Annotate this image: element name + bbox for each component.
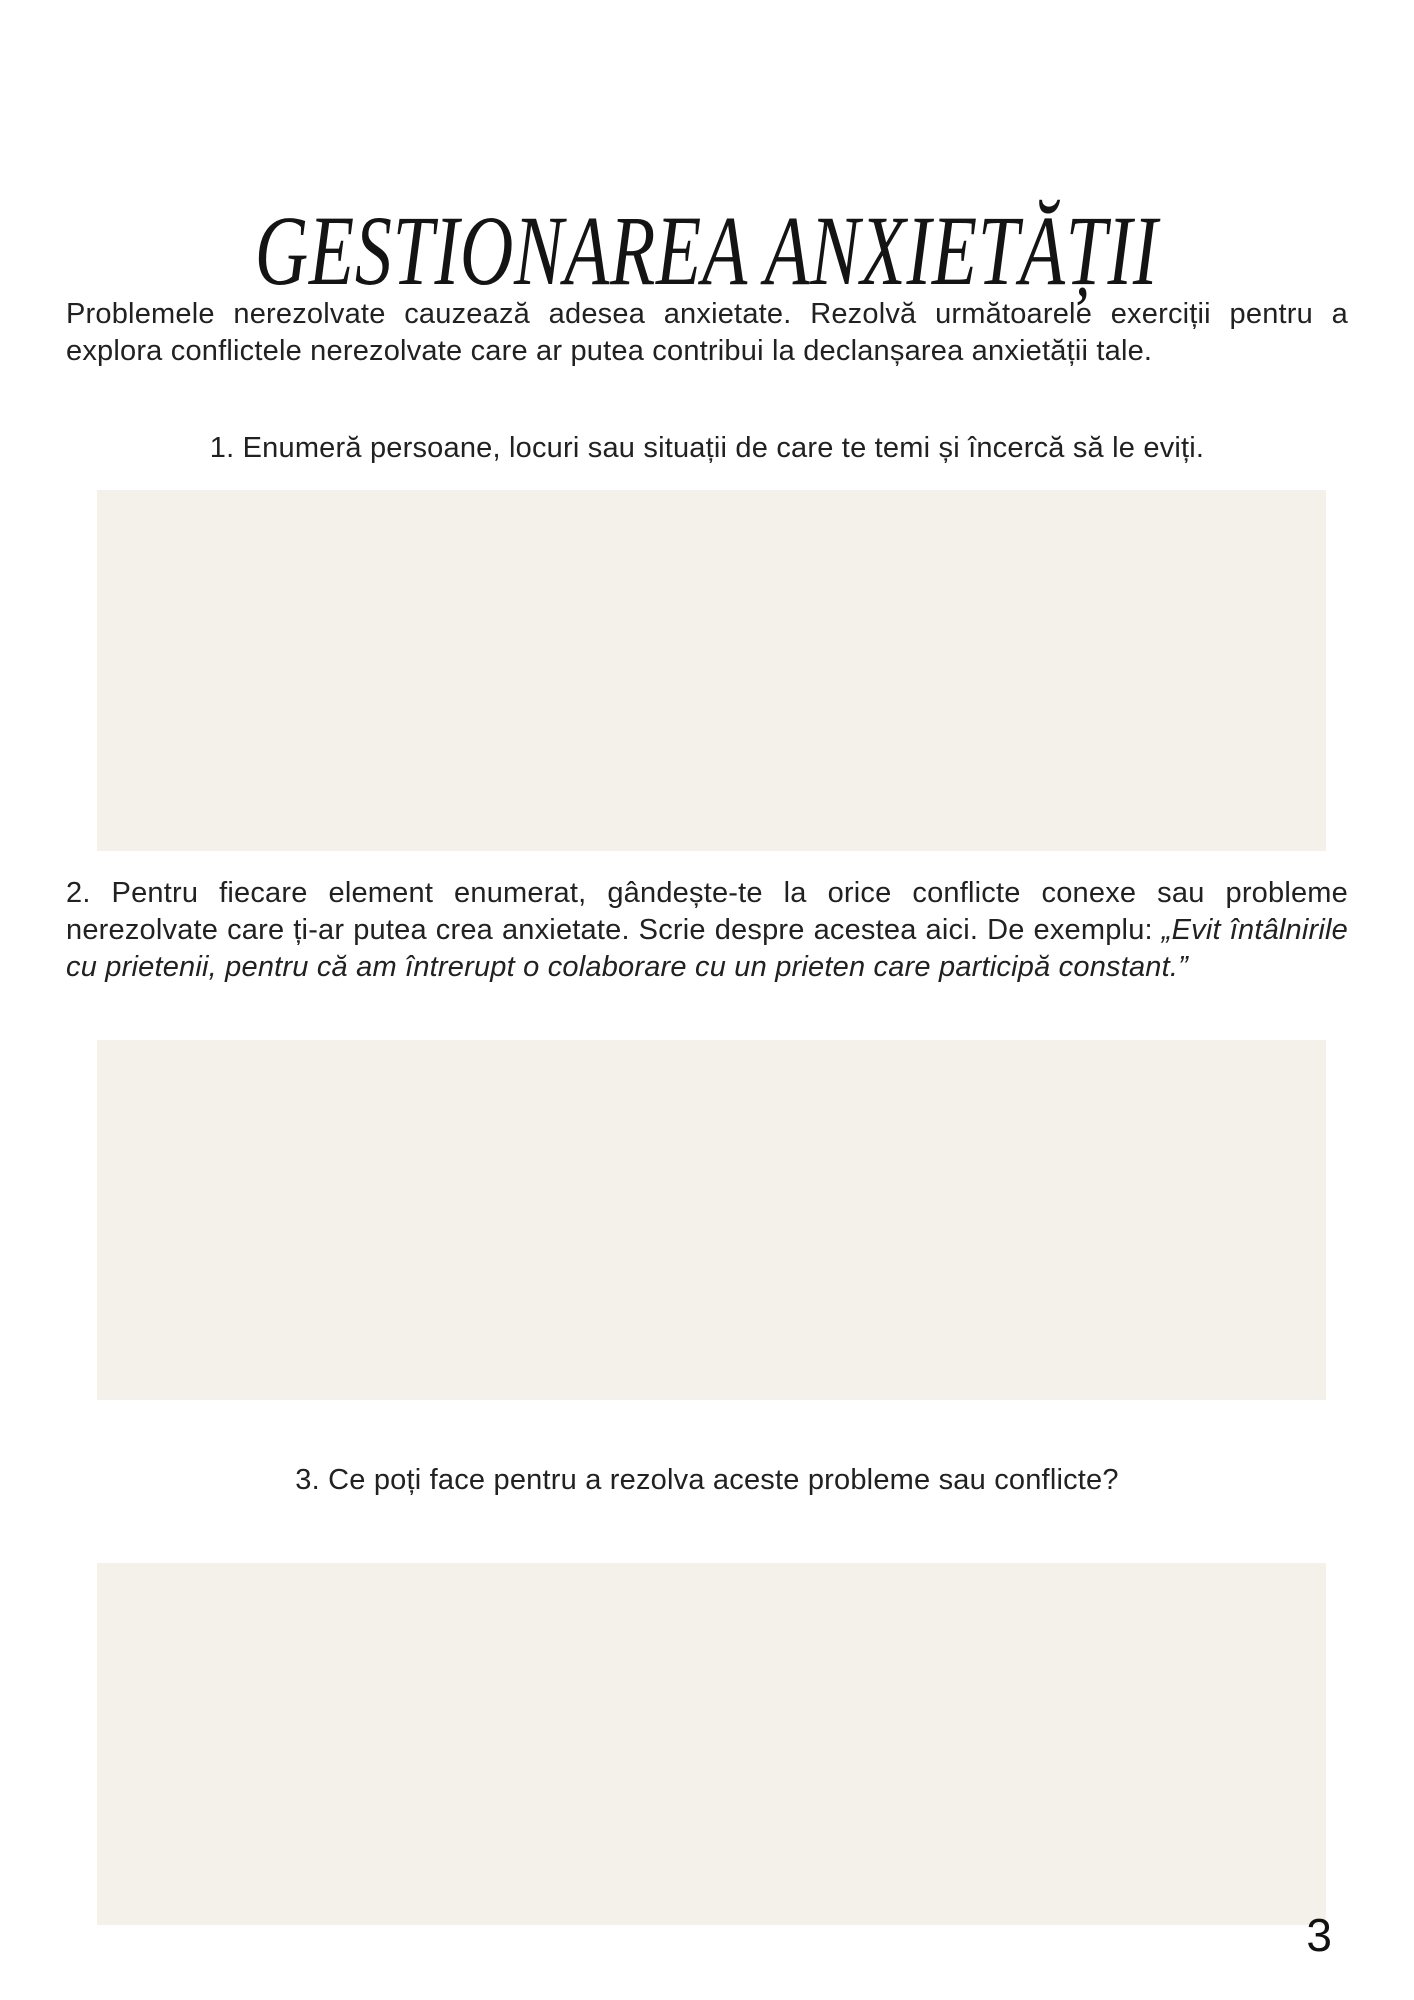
exercise-2-example: „Evit întâlnirile cu prietenii, pentru că am întrerupt o colaborare cu un prieten care participă constant.” <box>66 914 1348 983</box>
page-number: 3 <box>1306 1909 1332 1961</box>
exercise-2-prompt-text: 2. Pentru fiecare element enumerat, gândește-te la orice conflicte conexe sau probleme nerezolvate care ți-ar putea crea anxietate. Scrie despre acestea aici. De exemplu: <box>66 877 1348 946</box>
exercise-1-prompt: 1. Enumeră persoane, locuri sau situații de care te temi și încercă să le eviți. <box>209 432 1205 464</box>
page-title-text: GESTIONAREA ANXIETĂȚII <box>255 195 1159 306</box>
intro-paragraph: Problemele nerezolvate cauzează adesea anxietate. Rezolvă următoarele exerciții pentru a explora conflictele nerezolvate care ar putea contribui la declanșarea anxietății tale. <box>66 298 1348 367</box>
exercise-2-prompt <box>66 875 1348 986</box>
exercise-3-answer-box[interactable] <box>97 1563 1326 1925</box>
exercise-3-prompt: 3. Ce poți face pentru a rezolva aceste probleme sau conflicte? <box>295 1464 1119 1496</box>
page-title <box>0 195 1414 306</box>
exercise-1-answer-box[interactable] <box>97 490 1326 851</box>
exercise-2-answer-box[interactable] <box>97 1040 1326 1400</box>
